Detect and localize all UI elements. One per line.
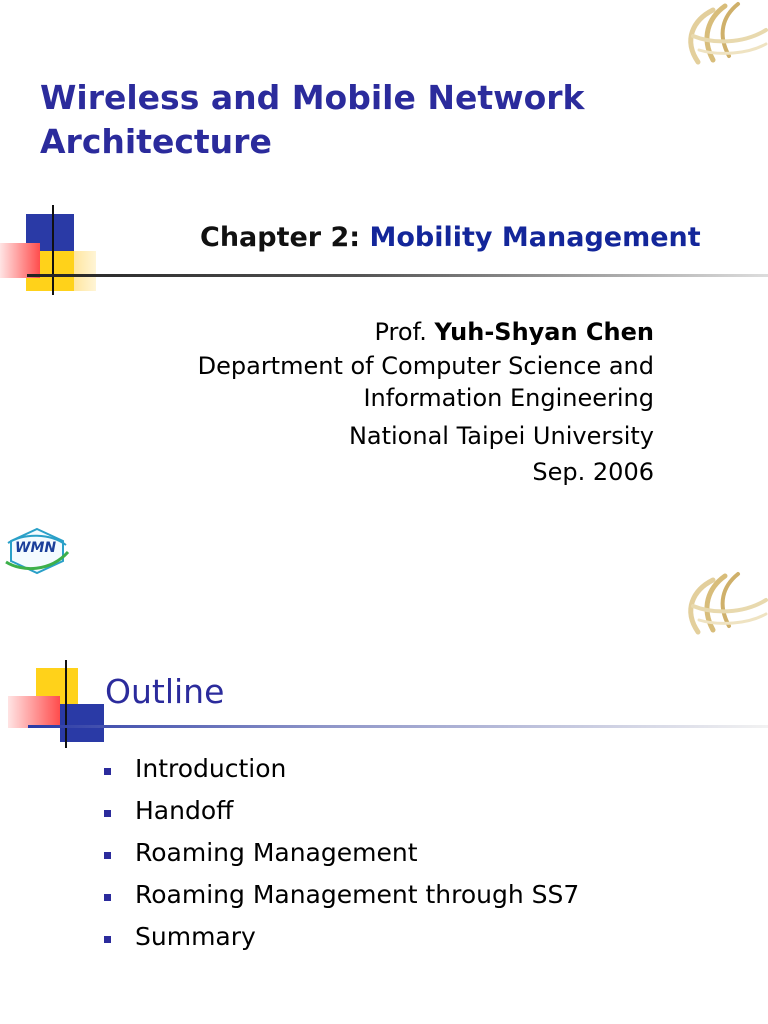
square-bullet-icon	[104, 768, 111, 775]
list-item-label: Summary	[135, 922, 256, 951]
presentation-title: Wireless and Mobile Network Architecture	[40, 78, 585, 161]
outline-slide	[0, 570, 768, 1024]
color-squares-icon	[0, 205, 100, 295]
title-rule	[27, 274, 768, 277]
square-bullet-icon	[104, 894, 111, 901]
swoosh-icon	[653, 0, 768, 70]
department-line-2: Information Engineering	[363, 384, 654, 412]
department-line-1: Department of Computer Science and	[197, 352, 654, 380]
square-bullet-icon	[104, 936, 111, 943]
author-prefix: Prof.	[374, 318, 427, 346]
square-bullet-icon	[104, 852, 111, 859]
wmn-logo-text: WMN	[15, 540, 57, 556]
author-name: Yuh-Shyan Chen	[434, 318, 654, 346]
chapter-topic: Mobility Management	[369, 222, 701, 253]
list-item	[104, 748, 579, 790]
list-item	[104, 916, 579, 958]
list-item-label: Roaming Management	[135, 838, 418, 867]
chapter-subtitle	[200, 222, 701, 253]
outline-list	[104, 748, 579, 958]
wmn-logo	[4, 526, 70, 576]
chapter-label: Chapter 2:	[200, 222, 361, 253]
square-bullet-icon	[104, 810, 111, 817]
list-item-label: Introduction	[135, 754, 287, 783]
presentation-date: Sep. 2006	[532, 458, 654, 486]
color-squares-icon	[8, 660, 108, 750]
list-item	[104, 874, 579, 916]
outline-title: Outline	[105, 672, 225, 711]
swoosh-icon	[653, 570, 768, 640]
list-item-label: Roaming Management through SS7	[135, 880, 580, 909]
list-item	[104, 790, 579, 832]
author-block	[198, 314, 654, 490]
author-line	[198, 314, 654, 350]
university-name: National Taipei University	[348, 422, 654, 450]
list-item	[104, 832, 579, 874]
list-item-label: Handoff	[135, 796, 234, 825]
outline-rule	[28, 725, 768, 728]
